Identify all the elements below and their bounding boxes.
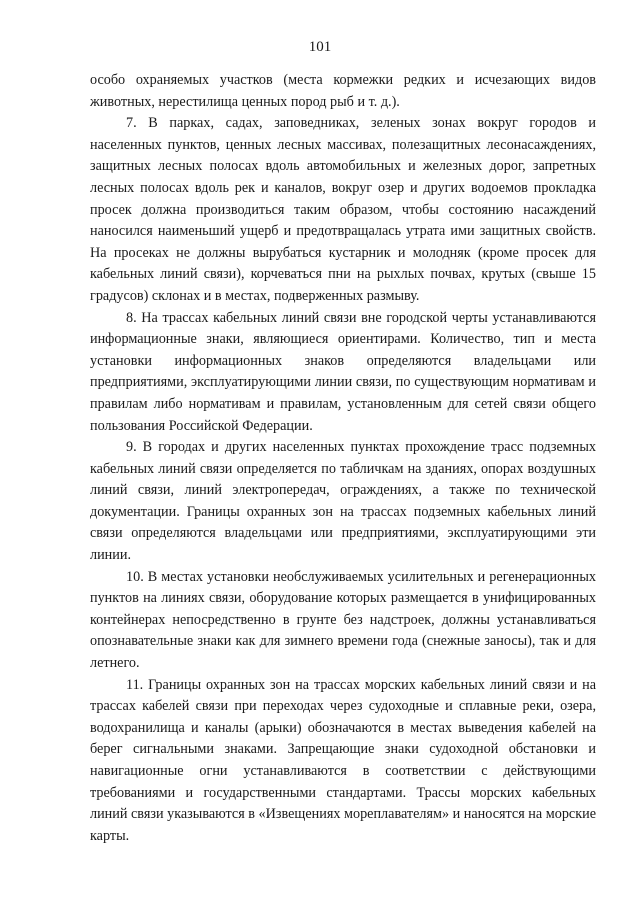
paragraph-item-8: 8. На трассах кабельных линий связи вне городской черты устанавливаются информационные знаки, являющиеся ориентирами. Количество, тип и места установки информационных знаков определяются владельцами или предприятиями, эксплуатирующими линии связи, по существующим нормативам и правилам либо нормативам и правилам, установленным для сетей связи общего пользования Российской Федерации.: [90, 309, 596, 434]
paragraph-item-9: 9. В городах и других населенных пунктах прохождение трасс подземных кабельных линий связи определяется по табличкам на зданиях, опорах воздушных линий связи, линий электропередач, ограждениях, а также по технической документации. Границы охранных зон на трассах подземных кабельных линий связи определяются владельцами или предприятиями, эксплуатирующими эти линии.: [90, 439, 596, 564]
paragraph-item-7: 7. В парках, садах, заповедниках, зеленых зонах вокруг городов и населенных пунктов, ценных лесных массивах, полезащитных лесонасаждениях, защитных лесных полосах вдоль автомобильных и железных дорог, запретных лесных полосах вдоль рек и каналов, вокруг озер и других водоемов прокладка просек должна производиться таким образом, чтобы состоянию насаждений наносился наименьший ущерб и предотвращалась утрата ими защитных свойств. На просеках не должны вырубаться кустарник и молодняк (кроме просек для кабельных линий связи), корчеваться пни на рыхлых почвах, крутых (свыше 15 градусов) склонах и в местах, подверженных размыву.: [90, 115, 596, 304]
paragraph-continuation: особо охраняемых участков (места кормежки редких и исчезающих видов животных, нерестилища ценных пород рыб и т. д.).: [90, 72, 596, 110]
paragraph-item-10: 10. В местах установки необслуживаемых усилительных и регенерационных пунктов на линиях связи, оборудование которых размещается в унифицированных контейнерах непосредственно в грунте без надстроек, должны устанавливаться опознавательные знаки как для зимнего времени года (снежные заносы), так и для летнего.: [90, 568, 596, 672]
page-number: 101: [308, 39, 332, 55]
document-body: [90, 70, 596, 847]
paragraph-item-11: 11. Границы охранных зон на трассах морских кабельных линий связи и на трассах кабелей связи при переходах через судоходные и сплавные реки, озера, водохранилища и каналы (арыки) обозначаются в местах выведения кабелей на берег сигнальными знаками. Запрещающие знаки судоходной обстановки и навигационные огни устанавливаются в соответствии с действующими требованиями и государственными стандартами. Трассы морских кабельных линий связи указываются в «Извещениях мореплавателям» и наносятся на морские карты.: [90, 676, 596, 844]
